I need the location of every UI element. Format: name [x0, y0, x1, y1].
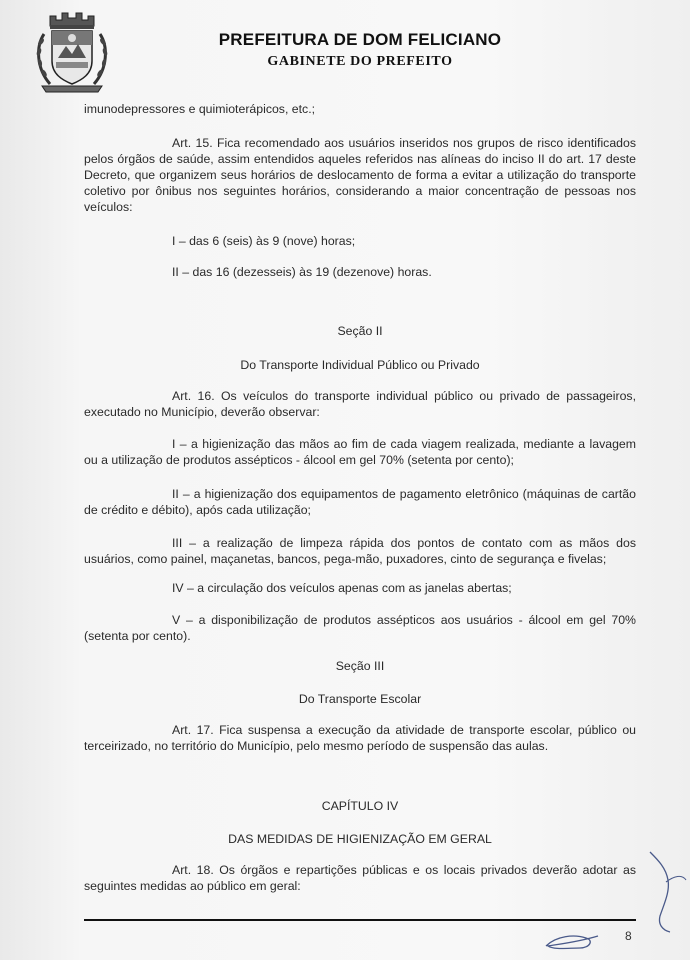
municipal-coat-of-arms-icon — [32, 6, 112, 96]
footer-rule — [84, 919, 636, 921]
section-title: Do Transporte Escolar — [298, 692, 422, 706]
chapter-title: DAS MEDIDAS DE HIGIENIZAÇÃO EM GERAL — [228, 832, 492, 846]
paragraph-continuation: imunodepressores e quimioterápicos, etc.; — [84, 102, 316, 116]
article-16-item-1: I – a higienização das mãos ao fim de cada viagem realizada, mediante a lavagem ou a utilização de produtos assépticos - álcool em gel 70% (setenta por cento); — [84, 437, 636, 467]
header-title: PREFEITURA DE DOM FELICIANO — [218, 30, 502, 49]
section-heading: Seção II — [337, 324, 383, 338]
article-17: Art. 17. Fica suspensa a execução da atividade de transporte escolar, público ou terceirizado, no território do Município, pelo mesmo período de suspensão das aulas. — [84, 723, 636, 753]
article-16-item-3: III – a realização de limpeza rápida dos pontos de contato com as mãos dos usuários, como painel, maçanetas, bancos, pega-mão, puxadores, cinto de segurança e fivelas; — [84, 536, 636, 566]
section-heading: Seção III — [335, 659, 385, 673]
article-15-item-2: II – das 16 (dezesseis) às 19 (dezenove) horas. — [172, 265, 432, 279]
header-subtitle: GABINETE DO PREFEITO — [267, 54, 453, 69]
article-16-item-5: V – a disponibilização de produtos assépticos aos usuários - álcool em gel 70% (setenta por cento). — [84, 613, 636, 643]
chapter-heading: CAPÍTULO IV — [321, 799, 399, 813]
article-16: Art. 16. Os veículos do transporte individual público ou privado de passageiros, executado no Município, deverão observar: — [84, 389, 636, 419]
article-16-item-2: II – a higienização dos equipamentos de pagamento eletrônico (máquinas de cartão de crédito e débito), após cada utilização; — [84, 487, 636, 517]
article-15: Art. 15. Fica recomendado aos usuários inseridos nos grupos de risco identificados pelos órgãos de saúde, assim entendidos aqueles referidos nas alíneas do inciso II do art. 17 deste Decreto, que organizem seus horários de deslocamento de forma a evitar a utilização do transporte coletivo por ônibus nos seguintes horários, considerando a maior concentração de pessoas nos veículos: — [84, 136, 636, 214]
section-title: Do Transporte Individual Público ou Privado — [240, 358, 480, 372]
margin-initials-icon — [636, 846, 690, 936]
rubric-signature-icon — [540, 928, 602, 954]
page-number: 8 — [625, 929, 632, 943]
article-15-item-1: I – das 6 (seis) às 9 (nove) horas; — [172, 234, 356, 248]
article-16-item-4: IV – a circulação dos veículos apenas com as janelas abertas; — [172, 581, 512, 595]
article-18: Art. 18. Os órgãos e repartições públicas e os locais privados deverão adotar as seguintes medidas ao público em geral: — [84, 863, 636, 893]
